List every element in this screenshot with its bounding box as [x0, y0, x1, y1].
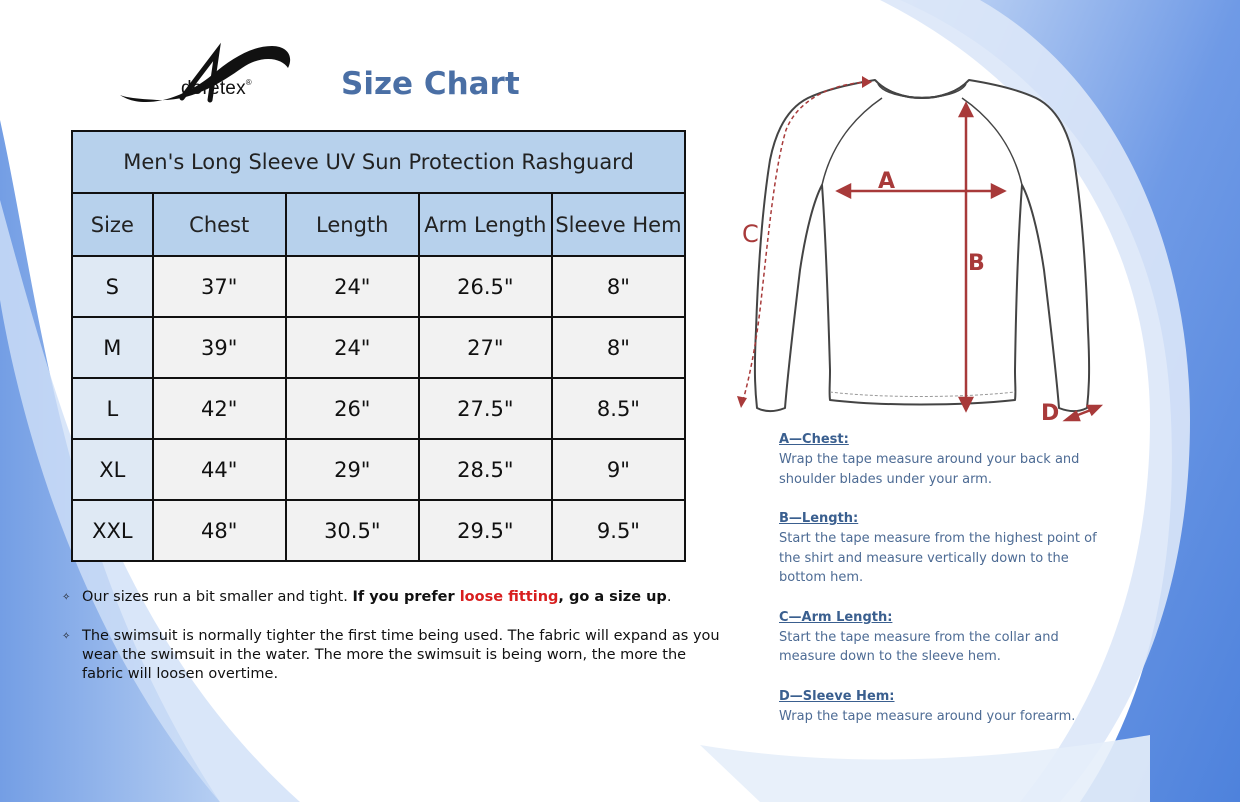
brand-name: doretex®	[181, 78, 252, 99]
table-title: Men's Long Sleeve UV Sun Protection Rashguard	[72, 131, 685, 193]
diagram-label-c: C	[742, 220, 759, 248]
instruction-chest: A—Chest: Wrap the tape measure around your back and shoulder blades under your arm.	[779, 432, 1080, 487]
instruction-sleeve-hem: D—Sleeve Hem: Wrap the tape measure around your forearm.	[779, 688, 1076, 724]
header-size: Size	[72, 193, 153, 256]
arm-length-cell: 26.5"	[419, 256, 552, 317]
chest-cell: 48"	[153, 500, 286, 561]
header-arm-length: Arm Length	[419, 193, 552, 256]
size-cell: S	[72, 256, 153, 317]
page-title: Size Chart	[341, 66, 520, 102]
size-cell: M	[72, 317, 153, 378]
table-row	[72, 378, 685, 439]
chest-cell: 42"	[153, 378, 286, 439]
chest-cell: 37"	[153, 256, 286, 317]
header-chest: Chest	[153, 193, 286, 256]
table-row	[72, 317, 685, 378]
note-sizing: ✧ Our sizes run a bit smaller and tight. If you prefer loose fitting, go a size up.	[62, 589, 672, 605]
size-cell: XL	[72, 439, 153, 500]
diagram-label-d: D	[1041, 401, 1060, 426]
table-row	[72, 439, 685, 500]
length-cell: 24"	[286, 317, 419, 378]
fit-notes	[62, 588, 722, 702]
length-cell: 30.5"	[286, 500, 419, 561]
diagram-label-a: A	[878, 169, 896, 194]
note-fabric: ✧ The swimsuit is normally tighter the first time being used. The fabric will expand as you wear the swimsuit in the water. The more the swimsuit is being worn, the more the fabric will loosen overtime.	[62, 628, 720, 682]
table-row	[72, 500, 685, 561]
chest-cell: 44"	[153, 439, 286, 500]
length-cell: 24"	[286, 256, 419, 317]
size-cell: XXL	[72, 500, 153, 561]
sleeve-hem-cell: 9"	[552, 439, 685, 500]
sleeve-hem-cell: 8"	[552, 317, 685, 378]
shirt-measurement-diagram	[730, 70, 1110, 430]
bullet-icon: ✧	[62, 631, 71, 642]
arm-length-cell: 27"	[419, 317, 552, 378]
length-cell: 26"	[286, 378, 419, 439]
size-cell: L	[72, 378, 153, 439]
instruction-arm-length: C—Arm Length: Start the tape measure from the collar and measure down to the sleeve hem.	[779, 609, 1059, 664]
size-table	[71, 130, 686, 562]
header-length: Length	[286, 193, 419, 256]
bullet-icon: ✧	[62, 592, 71, 603]
arm-length-cell: 27.5"	[419, 378, 552, 439]
sleeve-hem-cell: 8.5"	[552, 378, 685, 439]
instruction-length: B—Length: Start the tape measure from the highest point of the shirt and measure vertically down to the bottom hem.	[779, 511, 1097, 585]
sleeve-hem-cell: 8"	[552, 256, 685, 317]
diagram-label-b: B	[968, 251, 985, 276]
header-sleeve-hem: Sleeve Hem	[552, 193, 685, 256]
table-row	[72, 256, 685, 317]
length-cell: 29"	[286, 439, 419, 500]
sleeve-hem-cell: 9.5"	[552, 500, 685, 561]
arm-length-cell: 29.5"	[419, 500, 552, 561]
arm-length-cell: 28.5"	[419, 439, 552, 500]
measurement-instructions	[779, 430, 1109, 746]
chest-cell: 39"	[153, 317, 286, 378]
